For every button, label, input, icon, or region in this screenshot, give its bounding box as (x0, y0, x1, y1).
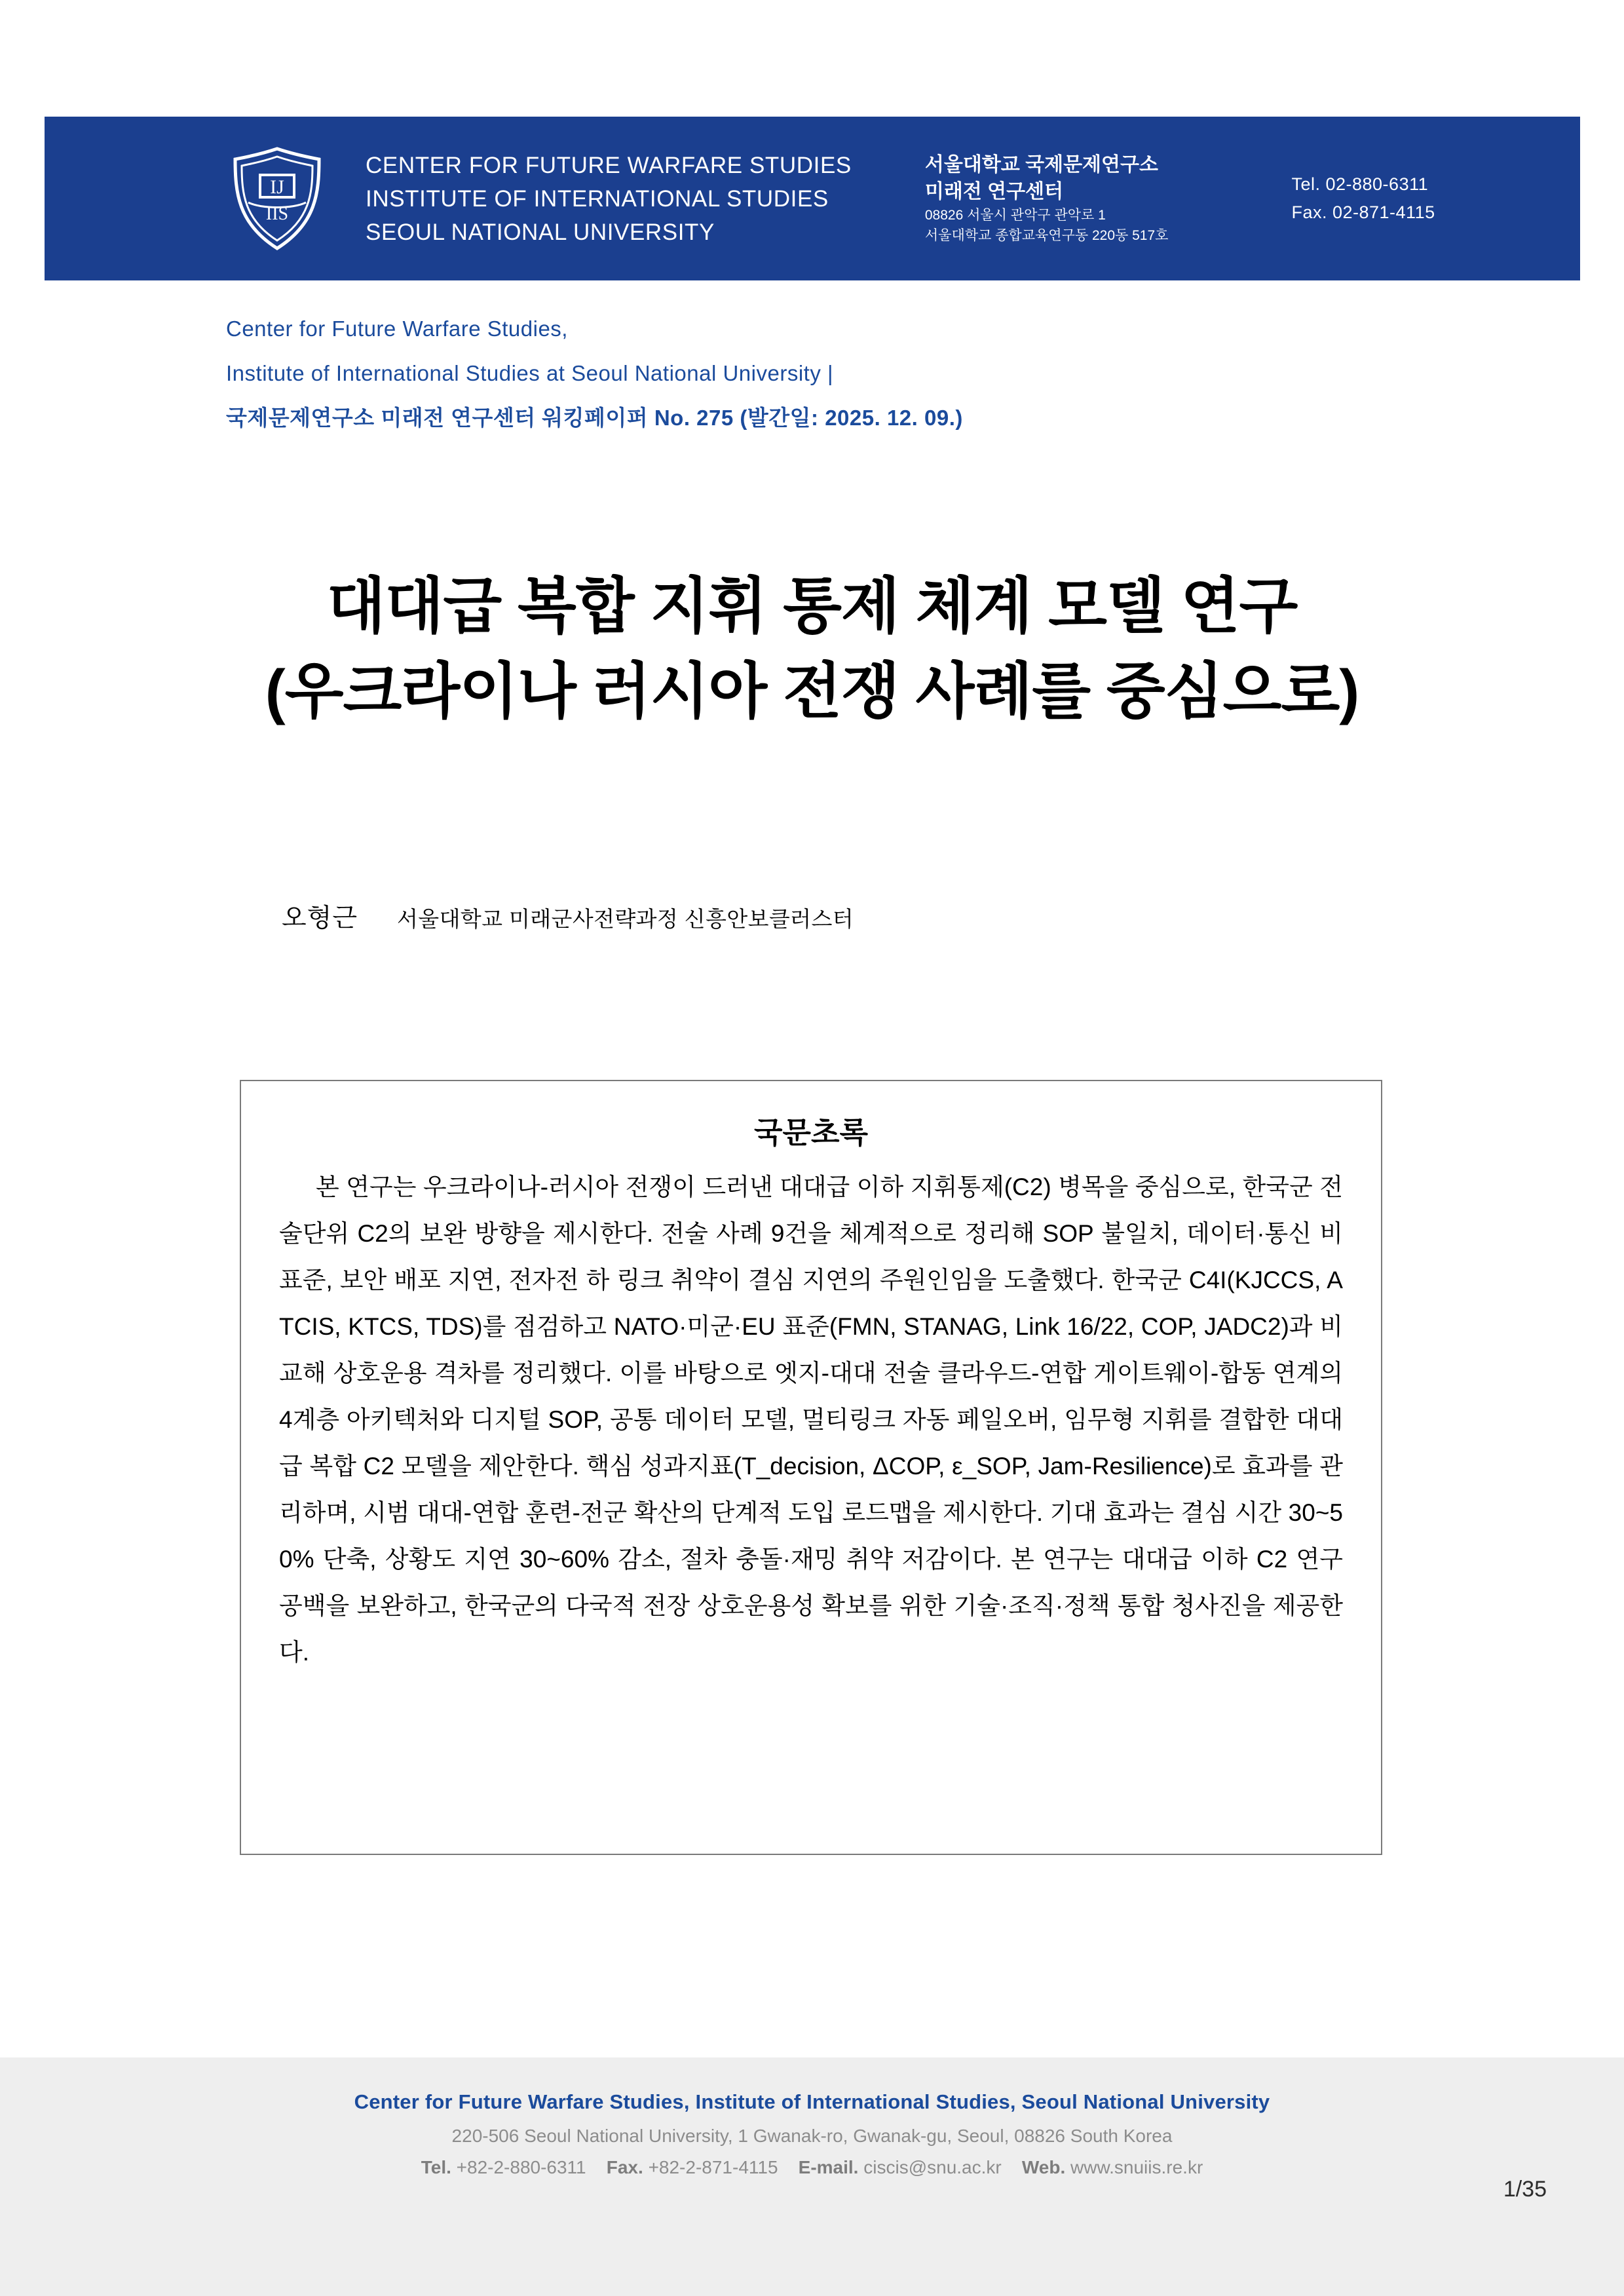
address-line-2: 미래전 연구센터 (924, 181, 1064, 202)
author-name: 오형근 (282, 904, 358, 932)
author-block (282, 898, 854, 934)
series-line-3: 국제문제연구소 미래전 연구센터 워킹페이퍼 No. 275 (발간일: 2025. 12. 09.) (226, 406, 963, 430)
footer-contact (0, 2152, 1624, 2183)
svg-text:IJ: IJ (270, 176, 284, 198)
header-organization-name (366, 149, 852, 249)
author-affiliation: 서울대학교 미래군사전략과정 신흥안보클러스터 (397, 907, 854, 931)
footer-tel-value: +82-2-880-6311 (456, 2157, 586, 2177)
contact-fax: Fax. 02-871-4115 (1291, 202, 1435, 222)
footer-email-value[interactable]: ciscis@snu.ac.kr (863, 2157, 1002, 2177)
abstract-body: 본 연구는 우크라이나-러시아 전쟁이 드러낸 대대급 이하 지휘통제(C2) 병목을 중심으로, 한국군 전술단위 C2의 보완 방향을 제시한다. 전술 사례 9건을 체계적으로 정리해 SOP 불일치, 데이터·통신 비표준, 보안 배포 지연, 전자전 하 링크 취약이 결심 지연의 주원인임을 도출했다. 한국군 C4I(KJCCS, ATCIS, KTCS, TDS)를 점검하고 NATO·미군·EU 표준(FMN, STANAG, Link 16/22, COP, JADC2)과 비교해 상호운용 격차를 정리했다. 이를 바탕으로 엣지-대대 전술 클라우드-연합 게이트웨이-합동 연계의 4계층 아키텍처와 디지털 SOP, 공통 데이터 모델, 멀티링크 자동 페일오버, 임무형 지휘를 결합한 대대급 복합 C2 모델을 제안한다. 핵심 성과지표(T_decision, ΔCOP, ε_SOP, Jam-Resilience)로 효과를 관리하며, 시범 대대-연합 훈련-전군 확산의 단계적 도입 로드맵을 제시한다. 기대 효과는 결심 시간 30~50% 단축, 상황도 지연 30~60% 감소, 절차 충돌·재밍 취약 저감이다. 본 연구는 대대급 이하 C2 연구 공백을 보완하고, 한국군의 다국적 전장 상호운용성 확보를 위한 기술·조직·정책 통합 청사진을 제공한다. (279, 1174, 1343, 1666)
title-line-1: 대대급 복합 지휘 통제 체계 모델 연구 (326, 572, 1298, 640)
footer-web-label: Web. (1021, 2157, 1066, 2177)
contact-tel: Tel. 02-880-6311 (1291, 174, 1429, 194)
header-address-block (925, 151, 1169, 246)
page-title (0, 564, 1624, 734)
address-line-3: 08826 서울시 관악구 관악로 1 (924, 208, 1106, 223)
footer-organization: Center for Future Warfare Studies, Institute of International Studies, Seoul National University (354, 2090, 1270, 2113)
footer-web-value[interactable]: www.snuiis.re.kr (1070, 2157, 1203, 2177)
series-info (226, 307, 963, 440)
org-line-3: SEOUL NATIONAL UNIVERSITY (366, 219, 715, 245)
snu-iis-crest-icon (229, 146, 326, 251)
footer-tel-label: Tel. (421, 2157, 451, 2177)
org-line-2: INSTITUTE OF INTERNATIONAL STUDIES (366, 185, 829, 212)
document-header-band (45, 117, 1580, 280)
title-line-2: (우크라이나 러시아 전쟁 사례를 중심으로) (265, 657, 1359, 725)
address-line-4: 서울대학교 종합교육연구동 220동 517호 (924, 228, 1169, 243)
footer-email-label: E-mail. (798, 2157, 859, 2177)
series-line-1: Center for Future Warfare Studies, (226, 316, 568, 341)
series-line-2: Institute of International Studies at Seoul National University | (226, 361, 834, 385)
org-line-1: CENTER FOR FUTURE WARFARE STUDIES (366, 152, 852, 178)
svg-text:IIS: IIS (265, 204, 289, 224)
address-line-1: 서울대학교 국제문제연구소 (924, 154, 1158, 176)
footer-content (0, 2084, 1624, 2183)
footer-address: 220-506 Seoul National University, 1 Gwanak-ro, Gwanak-gu, Seoul, 08826 South Korea (451, 2126, 1173, 2146)
footer-fax-label: Fax. (606, 2157, 643, 2177)
page-number: 1/35 (1503, 2177, 1547, 2202)
header-contact-block (1291, 170, 1435, 227)
logo-wrap (208, 146, 346, 251)
abstract-box (240, 1080, 1382, 1855)
abstract-heading: 국문초록 (754, 1116, 868, 1149)
footer-fax-value: +82-2-871-4115 (648, 2157, 778, 2177)
